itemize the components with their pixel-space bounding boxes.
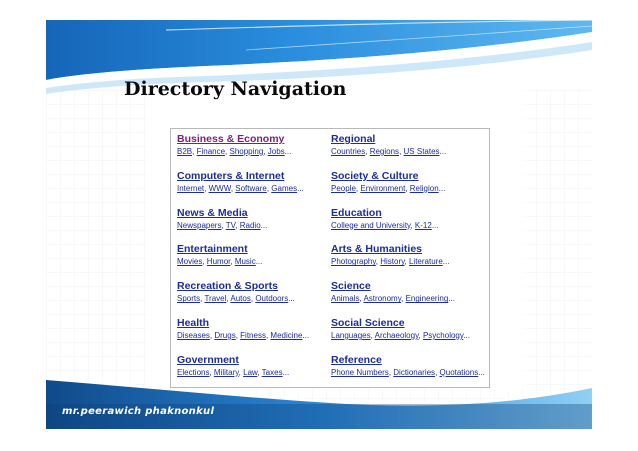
separator: , xyxy=(266,183,272,193)
separator: , xyxy=(230,183,236,193)
separator: , xyxy=(375,257,381,267)
category-link[interactable]: Computers & Internet xyxy=(177,169,285,182)
separator: , xyxy=(399,147,404,156)
subcategory-link[interactable]: Games xyxy=(271,183,298,193)
subcategory-link[interactable]: Radio xyxy=(239,220,261,230)
separator: , xyxy=(250,294,256,304)
subcategory-link[interactable]: WWW xyxy=(208,183,231,193)
separator: , xyxy=(209,367,214,377)
directory-category xyxy=(331,280,455,304)
subcategory-link[interactable]: Religion xyxy=(409,183,439,193)
separator: , xyxy=(410,220,415,230)
directory-category xyxy=(177,133,291,157)
subcategory-link[interactable]: TV xyxy=(225,220,236,230)
separator: , xyxy=(365,147,370,156)
separator: , xyxy=(404,257,409,267)
subcategory-link[interactable]: K-12 xyxy=(414,220,432,230)
subcategory-link[interactable]: Countries xyxy=(331,147,366,156)
category-link[interactable]: News & Media xyxy=(177,206,248,219)
directory-category xyxy=(177,317,309,341)
subcategory-link[interactable]: B2B xyxy=(177,147,193,156)
subcategory-link[interactable]: Animals xyxy=(331,294,360,304)
category-link[interactable]: Regional xyxy=(331,133,376,145)
subcategory-link[interactable]: Shopping xyxy=(229,147,264,156)
subcategory-link[interactable]: Psychology xyxy=(422,331,464,340)
subcategory-link[interactable]: History xyxy=(380,257,405,267)
category-link[interactable]: Health xyxy=(177,317,210,329)
separator: ... xyxy=(297,183,304,193)
subcategory-list xyxy=(331,184,445,194)
category-link[interactable]: Recreation & Sports xyxy=(177,280,278,293)
subcategory-link[interactable]: Newspapers xyxy=(177,220,222,230)
subcategory-link[interactable]: Regions xyxy=(369,147,400,156)
subcategory-link[interactable]: Sports xyxy=(177,294,201,304)
subcategory-link[interactable]: Archaeology xyxy=(374,331,419,340)
subcategory-link[interactable]: Movies xyxy=(177,257,203,267)
separator: ... xyxy=(439,147,447,156)
category-link[interactable]: Entertainment xyxy=(177,243,248,256)
subcategory-link[interactable]: Diseases xyxy=(177,331,210,340)
separator: , xyxy=(200,294,205,304)
subcategory-link[interactable]: Astronomy xyxy=(363,294,402,304)
separator: , xyxy=(209,331,215,340)
separator: ... xyxy=(260,220,268,230)
separator: ... xyxy=(302,331,310,340)
subcategory-link[interactable]: Fitness xyxy=(240,331,266,340)
separator: ... xyxy=(448,294,455,304)
separator: , xyxy=(263,147,268,156)
separator: , xyxy=(405,183,410,193)
subcategory-link[interactable]: Military xyxy=(213,367,239,377)
category-link[interactable]: Arts & Humanities xyxy=(331,243,423,256)
directory-category xyxy=(331,243,449,267)
separator: , xyxy=(257,367,262,377)
category-link[interactable]: Education xyxy=(331,206,382,219)
separator: , xyxy=(235,220,240,230)
directory-category xyxy=(177,243,262,267)
separator: , xyxy=(192,147,197,156)
separator: ... xyxy=(284,147,292,156)
subcategory-link[interactable]: Literature xyxy=(408,257,443,267)
subcategory-link[interactable]: Engineering xyxy=(405,294,449,304)
directory-category xyxy=(177,280,295,304)
subcategory-link[interactable]: College and University xyxy=(331,220,411,230)
subcategory-link[interactable]: Autos xyxy=(230,294,251,304)
subcategory-link[interactable]: Outdoors xyxy=(255,294,289,304)
separator: ... xyxy=(478,367,485,377)
subcategory-link[interactable]: US States xyxy=(403,147,440,156)
separator: , xyxy=(265,331,271,340)
subcategory-list xyxy=(177,257,262,267)
separator: , xyxy=(204,183,209,193)
subcategory-link[interactable]: Software xyxy=(235,183,267,193)
subcategory-list xyxy=(177,221,267,231)
subcategory-link[interactable]: Elections xyxy=(177,367,210,377)
subcategory-link[interactable]: Finance xyxy=(196,147,226,156)
subcategory-link[interactable]: Dictionaries xyxy=(393,367,436,377)
category-link[interactable]: Science xyxy=(331,280,371,293)
separator: ... xyxy=(282,367,290,377)
separator: , xyxy=(359,294,364,304)
separator: ... xyxy=(431,220,439,230)
subcategory-link[interactable]: Taxes xyxy=(261,367,283,377)
directory-category xyxy=(331,317,470,341)
separator: ... xyxy=(438,183,446,193)
slide-title: Directory Navigation xyxy=(124,78,347,100)
directory-category xyxy=(177,207,267,231)
subcategory-list xyxy=(177,331,309,341)
category-link[interactable]: Government xyxy=(177,353,239,366)
subcategory-link[interactable]: Internet xyxy=(177,183,205,193)
author-footer: mr.peerawich phaknonkul xyxy=(62,406,215,417)
separator: , xyxy=(230,257,235,267)
subcategory-link[interactable]: Law xyxy=(243,367,258,377)
subcategory-list xyxy=(177,184,304,194)
separator: , xyxy=(238,367,244,377)
separator: , xyxy=(226,294,231,304)
separator: , xyxy=(418,331,423,340)
directory-category xyxy=(331,207,438,231)
separator: , xyxy=(221,220,226,230)
separator: , xyxy=(225,147,230,156)
subcategory-list xyxy=(177,147,291,157)
subcategory-list xyxy=(177,294,295,304)
separator: , xyxy=(401,294,406,304)
separator: , xyxy=(388,367,394,377)
directory-category xyxy=(331,133,446,157)
subcategory-list xyxy=(331,368,485,378)
directory-panel xyxy=(170,128,490,388)
directory-category xyxy=(331,354,485,378)
subcategory-list xyxy=(177,368,289,378)
subcategory-link[interactable]: Travel xyxy=(204,294,227,304)
subcategory-link[interactable]: Quotations xyxy=(439,367,479,377)
subcategory-link[interactable]: Humor xyxy=(206,257,231,267)
subcategory-link[interactable]: People xyxy=(331,183,356,193)
separator: ... xyxy=(463,331,470,340)
separator: , xyxy=(355,183,361,193)
subcategory-list xyxy=(331,257,449,267)
subcategory-link[interactable]: Medicine xyxy=(270,331,303,340)
separator: , xyxy=(370,331,375,340)
separator: ... xyxy=(288,294,295,304)
directory-category xyxy=(177,170,304,194)
category-link[interactable]: Society & Culture xyxy=(331,169,419,182)
subcategory-link[interactable]: Photography xyxy=(331,257,376,267)
separator: , xyxy=(202,257,207,267)
category-link[interactable]: Social Science xyxy=(331,317,405,329)
directory-category xyxy=(331,170,445,194)
slide xyxy=(46,20,592,429)
subcategory-link[interactable]: Music xyxy=(234,257,256,267)
subcategory-link[interactable]: Environment xyxy=(360,183,406,193)
subcategory-list xyxy=(331,221,438,231)
separator: , xyxy=(235,331,241,340)
separator: ... xyxy=(255,257,263,267)
directory-category xyxy=(177,354,289,378)
separator: , xyxy=(435,367,440,377)
subcategory-list xyxy=(331,331,470,341)
subcategory-link[interactable]: Phone Numbers xyxy=(331,367,389,377)
subcategory-list xyxy=(331,294,455,304)
category-link[interactable]: Business & Economy xyxy=(177,133,285,145)
subcategory-link[interactable]: Languages xyxy=(331,331,371,340)
subcategory-link[interactable]: Drugs xyxy=(214,331,236,340)
separator: ... xyxy=(442,257,450,267)
subcategory-link[interactable]: Jobs xyxy=(267,147,285,156)
category-link[interactable]: Reference xyxy=(331,353,382,366)
subcategory-list xyxy=(331,147,446,157)
